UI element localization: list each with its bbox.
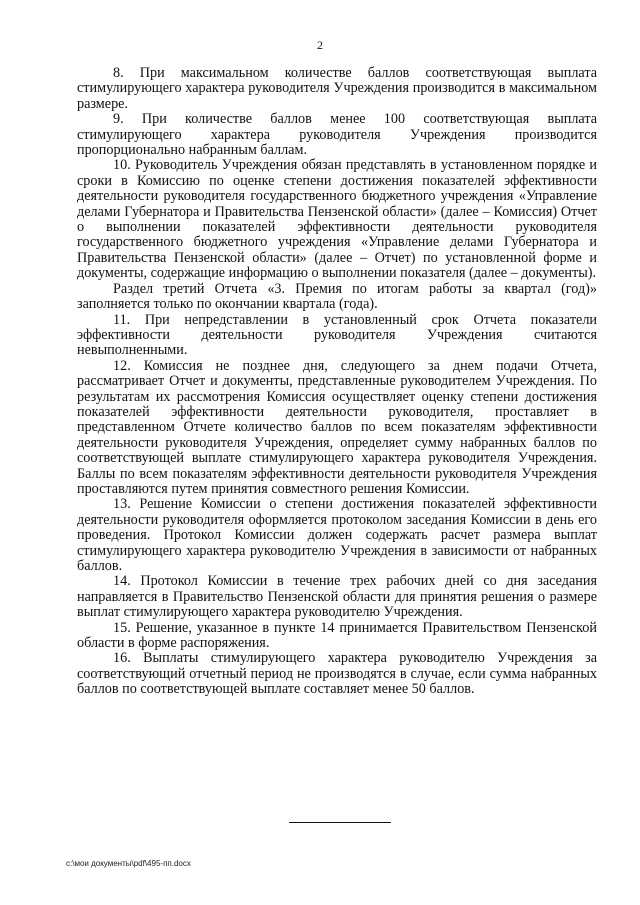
document-body	[77, 66, 597, 698]
paragraph-11: 11. При непредставлении в установленный срок Отчета показатели эффективности деятельности руководителя Учреждения считаются невыполненными.	[77, 311, 597, 359]
paragraph-15: 15. Решение, указанное в пункте 14 принимается Правительством Пензенской области в форме распоряжения.	[77, 619, 597, 652]
file-path-footer: c:\мои документы\pdf\495-пп.docx	[66, 859, 191, 868]
paragraph-report-section-three: Раздел третий Отчета «3. Премия по итогам работы за квартал (год)» заполняется только по окончании квартала (года).	[77, 280, 597, 313]
end-divider	[289, 822, 391, 823]
paragraph-9: 9. При количестве баллов менее 100 соответствующая выплата стимулирующего характера руководителя Учреждения производится пропорционально набранным баллам.	[77, 111, 597, 159]
paragraph-13: 13. Решение Комиссии о степени достижения показателей эффективности деятельности руководителя оформляется протоколом заседания Комиссии в день его проведения. Протокол Комиссии должен содержать расчет размера выплат стимулирующего характера руководителю Учреждения в зависимости от набранных баллов.	[77, 496, 597, 574]
paragraph-14: 14. Протокол Комиссии в течение трех рабочих дней со дня заседания направляется в Правительство Пензенской области для принятия решения о размере выплат стимулирующего характера руководителю Учреждения.	[77, 573, 597, 621]
paragraph-8: 8. При максимальном количестве баллов соответствующая выплата стимулирующего характера руководителя Учреждения производится в максимальном размере.	[77, 65, 597, 112]
paragraph-10: 10. Руководитель Учреждения обязан представлять в установленном порядке и сроки в Комиссию по оценке степени достижения показателей эффективности деятельности руководителя государственного бюджетного учреждения «Управление делами Губернатора и Правительства Пензенской области» (далее – Комиссия) Отчет о выполнении показателей эффективности деятельности руководителя государственного бюджетного учреждения «Управление делами Губернатора и Правительства Пензенской области» (далее – Отчет) по установленной форме и документы, содержащие информацию о выполнении показателя (далее – документы).	[77, 157, 597, 282]
paragraph-16: 16. Выплаты стимулирующего характера руководителю Учреждения за соответствующий отчетный период не производятся в случае, если сумма набранных баллов по соответствующей выплате составляет менее 50 баллов.	[77, 650, 597, 698]
paragraph-12: 12. Комиссия не позднее дня, следующего за днем подачи Отчета, рассматривает Отчет и документы, представленные руководителем Учреждения. По результатам их рассмотрения Комиссия осуществляет оценку степени достижения показателей эффективности деятельности руководителя, проставляет в представленном Отчете количество баллов по всем показателям эффективности деятельности руководителя Учреждения, определяет сумму набранных баллов по соответствующей выплате стимулирующего характера руководителя Учреждения. Баллы по всем показателям эффективности деятельности руководителя Учреждения проставляются путем принятия совместного решения Комиссии.	[77, 357, 597, 497]
page-number: 2	[317, 38, 323, 52]
